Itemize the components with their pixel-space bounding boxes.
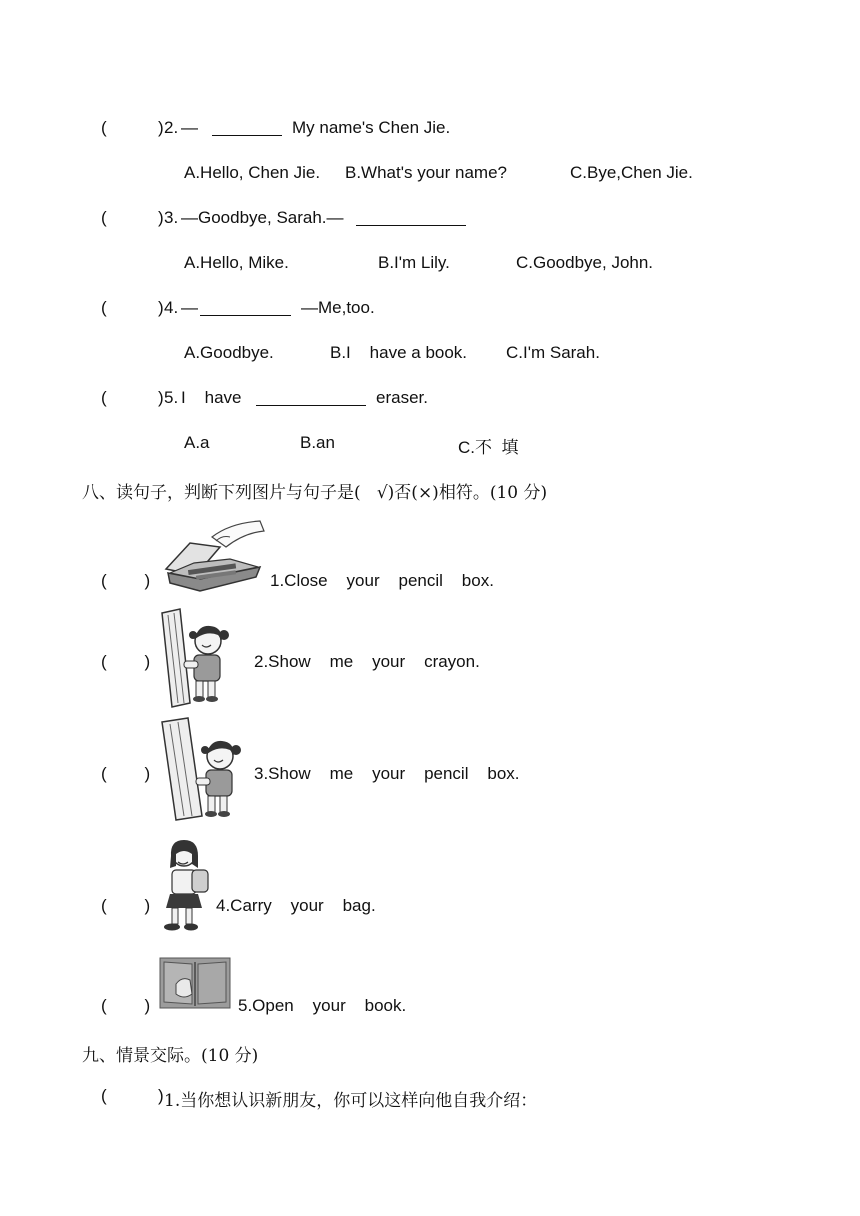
- section-9-title: 九、情景交际。(10 分): [82, 1046, 259, 1066]
- option-b: B.an: [300, 433, 335, 452]
- answer-paren-left[interactable]: (: [101, 388, 107, 407]
- option-c: C.不 填: [458, 438, 519, 457]
- question-text: —Goodbye, Sarah.—: [181, 208, 344, 227]
- judge-paren[interactable]: ( ): [101, 896, 151, 915]
- question-text-end: eraser.: [376, 388, 428, 407]
- answer-paren-left[interactable]: (: [101, 298, 107, 317]
- answer-blank[interactable]: [356, 211, 466, 226]
- question-dash: —: [181, 298, 198, 317]
- option-c: C.Bye,Chen Jie.: [570, 163, 693, 182]
- sentence: 3.Show me your pencil box.: [254, 764, 520, 783]
- question-text: My name's Chen Jie.: [292, 118, 451, 137]
- option-b: B.What's your name?: [345, 163, 507, 182]
- answer-paren-right: ): [158, 208, 164, 227]
- option-a: A.a: [184, 433, 210, 452]
- answer-paren-right: ): [158, 298, 164, 317]
- pencil-box-picture: [160, 517, 266, 597]
- question-number: 3.: [164, 208, 179, 227]
- question-dash: —: [181, 118, 198, 137]
- question-number: 5.: [164, 388, 179, 407]
- judge-paren[interactable]: ( ): [101, 764, 151, 783]
- option-a: A.Hello, Mike.: [184, 253, 289, 272]
- question-number: 4.: [164, 298, 179, 317]
- option-a: A.Hello, Chen Jie.: [184, 163, 321, 182]
- question-text: I have: [181, 388, 242, 407]
- question-text: 1.当你想认识新朋友，你可以这样向他自我介绍：: [164, 1091, 538, 1111]
- judge-paren[interactable]: ( ): [101, 652, 151, 671]
- question-text: —Me,too.: [301, 298, 375, 317]
- sentence: 5.Open your book.: [238, 996, 407, 1015]
- answer-paren-right: ): [158, 1086, 164, 1105]
- sentence: 2.Show me your crayon.: [254, 652, 480, 671]
- option-b: B.I'm Lily.: [378, 253, 450, 272]
- girl-with-ruler-picture: [158, 716, 252, 822]
- girl-carrying-bag-picture: [158, 836, 214, 934]
- answer-blank[interactable]: [256, 391, 366, 406]
- answer-paren-left[interactable]: (: [101, 118, 107, 137]
- question-number: 2.: [164, 118, 179, 137]
- option-c: C.I'm Sarah.: [506, 343, 600, 362]
- answer-paren-left[interactable]: (: [101, 1086, 107, 1105]
- hand-opening-book-picture: [158, 954, 232, 1010]
- answer-paren-left[interactable]: (: [101, 208, 107, 227]
- option-c: C.Goodbye, John.: [516, 253, 654, 272]
- sentence: 4.Carry your bag.: [216, 896, 376, 915]
- answer-paren-right: ): [158, 118, 164, 137]
- judge-paren[interactable]: ( ): [101, 996, 151, 1015]
- answer-paren-right: ): [158, 388, 164, 407]
- option-a: A.Goodbye.: [184, 343, 274, 362]
- girl-with-ruler-picture: [158, 607, 240, 709]
- judge-paren[interactable]: ( ): [101, 571, 151, 590]
- sentence: 1.Close your pencil box.: [270, 571, 494, 590]
- answer-blank[interactable]: [212, 121, 282, 136]
- section-8-title: 八、读句子，判断下列图片与句子是( √)否(×)相符。(10 分): [82, 483, 548, 503]
- answer-blank[interactable]: [200, 301, 291, 316]
- option-b: B.I have a book.: [330, 343, 468, 362]
